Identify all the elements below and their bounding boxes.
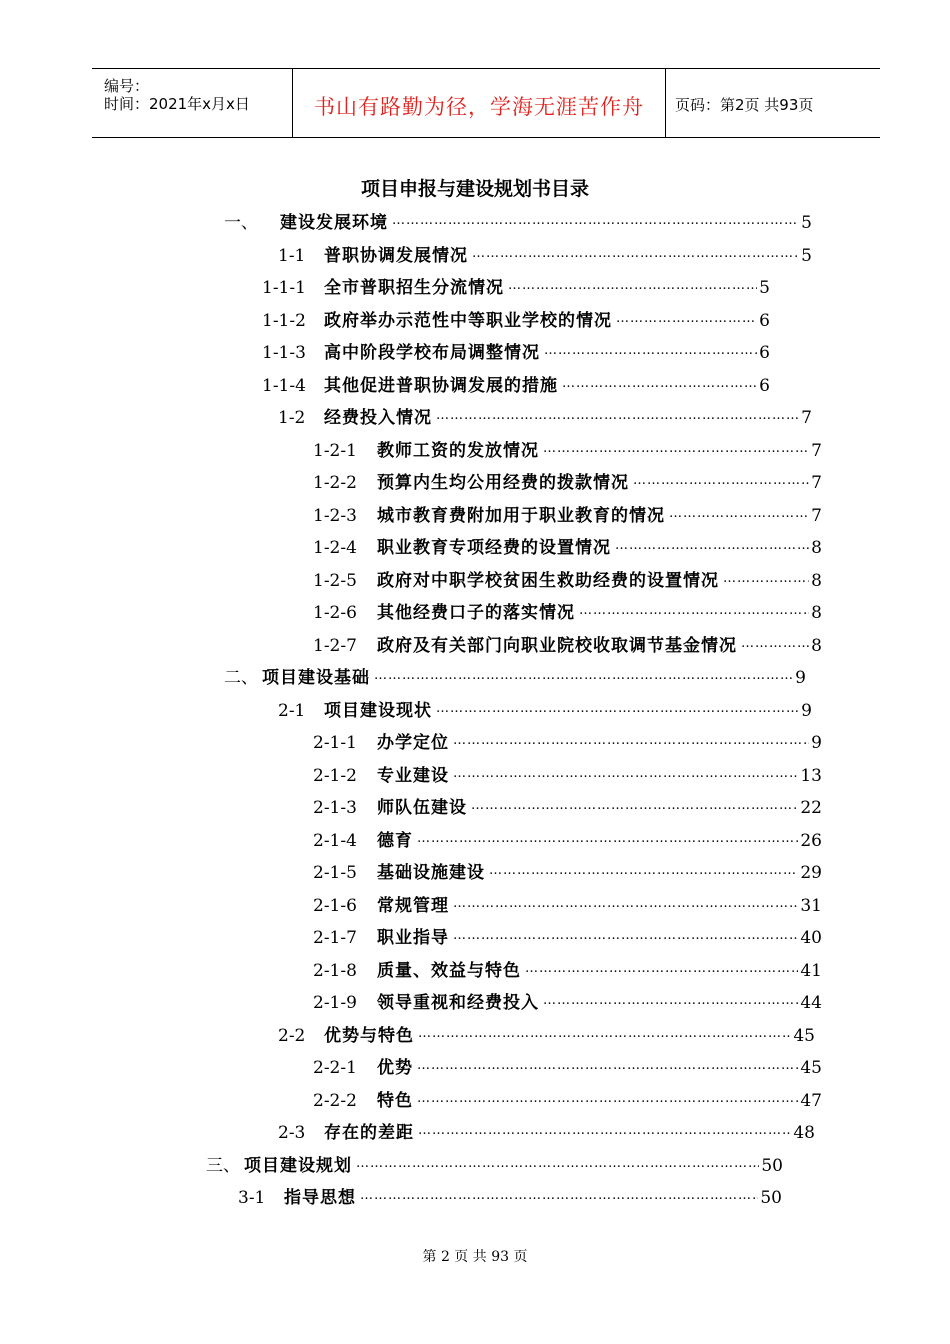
toc-entry[interactable] [313,886,822,916]
toc-entry-title: 办学定位 [377,733,449,753]
toc-dot-leader [579,603,809,618]
toc-entry[interactable] [262,333,770,363]
toc-dot-leader [374,668,793,683]
toc-entry[interactable] [313,1081,822,1111]
time-label: 时间：2021年x月x日 [104,95,250,113]
toc-entry-number: 1-2-6 [313,603,357,623]
toc-entry-title: 建设发展环境 [280,213,388,233]
toc-entry-number: 1-2-2 [313,473,357,493]
toc-entry-number: 2-1-3 [313,798,357,818]
toc-dot-leader [633,473,809,488]
toc-entry[interactable] [262,301,770,331]
toc-entry[interactable] [313,951,822,981]
toc-entry-number: 1-1-2 [262,310,306,331]
toc-entry-page: 6 [759,310,770,331]
header-motto-cell [292,69,666,137]
toc-entry-title: 全市普职招生分流情况 [324,278,504,298]
document-header [92,68,880,138]
toc-entry[interactable] [313,528,822,558]
toc-entry[interactable] [262,268,770,298]
document-title: 项目申报与建设规划书目录 [360,178,589,200]
toc-dot-leader [741,636,809,651]
toc-entry-page: 9 [811,733,822,753]
toc-entry-number: 2-1 [278,700,306,721]
toc-entry-page: 26 [800,830,822,851]
toc-entry-number: 2-2-1 [313,1058,357,1078]
toc-entry-page: 48 [793,1123,815,1143]
toc-dot-leader [453,928,798,943]
toc-entry-number: 2-3 [278,1123,306,1143]
toc-entry-page: 31 [800,895,822,916]
toc-entry-page: 9 [795,668,806,688]
toc-entry-title: 预算内生均公用经费的拨款情况 [377,473,629,493]
toc-entry-title: 高中阶段学校布局调整情况 [324,343,540,363]
toc-entry-page: 8 [811,570,822,591]
toc-entry-title: 优势 [377,1058,413,1078]
toc-entry[interactable] [206,1146,783,1176]
toc-entry[interactable] [313,788,822,818]
toc-entry-title: 特色 [377,1090,413,1111]
toc-entry-number: 1-1-4 [262,375,306,396]
toc-entry-page: 13 [800,765,822,786]
toc-entry-page: 7 [801,408,812,428]
toc-entry-page: 7 [811,440,822,461]
toc-entry[interactable] [313,723,822,753]
toc-entry-page: 44 [800,993,822,1013]
toc-entry[interactable] [313,756,822,786]
toc-entry-page: 29 [800,863,822,883]
toc-entry[interactable] [262,366,770,396]
toc-entry-page: 9 [801,700,812,721]
toc-entry-number: 2-2 [278,1025,306,1046]
toc-entry-page: 45 [800,1058,822,1078]
toc-entry-page: 47 [800,1090,822,1111]
toc-entry-number: 1-2-5 [313,570,357,591]
toc-entry[interactable] [278,398,812,428]
toc-entry-page: 40 [800,928,822,948]
toc-entry-page: 5 [759,278,770,298]
toc-entry[interactable] [313,463,822,493]
toc-entry-title: 教师工资的发放情况 [377,440,539,461]
toc-entry-title: 政府举办示范性中等职业学校的情况 [324,310,612,331]
toc-entry-title: 指导思想 [284,1188,356,1208]
toc-entry[interactable] [313,821,822,851]
toc-dot-leader [471,798,798,813]
toc-entry-title: 经费投入情况 [324,408,432,428]
toc-entry[interactable] [224,658,806,688]
toc-entry-number: 2-1-5 [313,863,357,883]
toc-entry-number: 2-2-2 [313,1090,357,1111]
toc-entry[interactable] [278,236,812,266]
toc-entry-number: 1-2 [278,408,306,428]
toc-entry[interactable] [313,431,822,461]
toc-dot-leader [525,961,798,976]
toc-entry-number: 1-1 [278,245,306,266]
toc-entry-number: 一、 [224,213,258,233]
toc-entry-page: 6 [759,375,770,396]
toc-entry-title: 专业建设 [377,765,449,786]
toc-entry-page: 5 [801,213,812,233]
toc-entry-page: 8 [811,603,822,623]
toc-entry[interactable] [278,691,812,721]
toc-entry-title: 质量、效益与特色 [377,960,521,981]
toc-entry-number: 2-1-2 [313,765,357,786]
toc-entry-number: 1-2-7 [313,635,357,656]
toc-dot-leader [508,278,757,293]
toc-entry[interactable] [278,1016,815,1046]
code-label: 编号： [104,77,150,95]
toc-entry[interactable] [313,561,822,591]
toc-entry-title: 职业指导 [377,928,449,948]
toc-entry-number: 二、 [224,668,258,688]
toc-dot-leader [472,246,799,261]
toc-entry-page: 6 [759,343,770,363]
header-page-cell [665,69,880,137]
toc-entry-number: 2-1-9 [313,993,357,1013]
toc-entry[interactable] [313,918,822,948]
toc-dot-leader [417,1058,798,1073]
toc-dot-leader [417,831,798,846]
toc-entry-title: 职业教育专项经费的设置情况 [377,538,611,558]
toc-dot-leader [543,441,809,456]
toc-entry-title: 项目建设规划 [244,1155,352,1176]
toc-entry-title: 普职协调发展情况 [324,245,468,266]
toc-entry[interactable] [278,1113,815,1143]
toc-dot-leader [436,408,799,423]
toc-entry-number: 1-2-4 [313,538,357,558]
toc-entry-title: 德育 [377,830,413,851]
toc-entry-page: 50 [761,1155,783,1176]
toc-dot-leader [489,863,798,878]
toc-entry-number: 2-1-1 [313,733,357,753]
toc-entry-title: 项目建设基础 [262,668,370,688]
toc-dot-leader [543,993,798,1008]
toc-entry-title: 政府对中职学校贫困生救助经费的设置情况 [377,570,719,591]
toc-entry-number: 2-1-8 [313,960,357,981]
toc-entry[interactable] [313,626,822,656]
toc-entry-page: 8 [811,635,822,656]
toc-entry-title: 城市教育费附加用于职业教育的情况 [377,505,665,526]
motto: 书山有路勤为径，学海无涯苦作舟 [314,95,644,119]
header-meta-cell [92,69,292,137]
toc-entry-page: 22 [800,798,822,818]
toc-dot-leader [615,538,809,553]
toc-entry-title: 项目建设现状 [324,700,432,721]
toc-entry[interactable] [313,1048,822,1078]
page-label: 页码：第2页 共93页 [675,96,814,114]
toc-entry-page: 8 [811,538,822,558]
page-footer: 第 2 页 共 93 页 [422,1249,528,1265]
toc-entry-number: 2-1-4 [313,830,357,851]
toc-entry-title: 存在的差距 [324,1123,414,1143]
toc-dot-leader [453,733,809,748]
toc-entry[interactable] [224,203,812,233]
toc-entry-title: 其他促进普职协调发展的措施 [324,375,558,396]
toc-entry-title: 领导重视和经费投入 [377,993,539,1013]
toc-dot-leader [562,376,757,391]
toc-entry-page: 41 [800,960,822,981]
toc-entry-title: 师队伍建设 [377,798,467,818]
toc-dot-leader [418,1123,791,1138]
toc-entry-title: 政府及有关部门向职业院校收取调节基金情况 [377,635,737,656]
toc-entry-page: 5 [801,245,812,266]
toc-entry[interactable] [313,983,822,1013]
toc-entry-number: 三、 [206,1155,240,1176]
toc-entry-page: 50 [760,1188,782,1208]
toc-dot-leader [436,701,799,716]
toc-dot-leader [356,1156,759,1171]
toc-entry-title: 常规管理 [377,895,449,916]
toc-entry-number: 3-1 [238,1188,266,1208]
toc-entry-title: 优势与特色 [324,1025,414,1046]
toc-dot-leader [669,506,809,521]
toc-entry[interactable] [313,593,822,623]
toc-entry-number: 1-1-3 [262,343,306,363]
toc-dot-leader [723,571,809,586]
toc-dot-leader [360,1188,758,1203]
toc-entry[interactable] [313,496,822,526]
toc-entry-number: 1-2-3 [313,505,357,526]
toc-entry-page: 7 [811,505,822,526]
toc-entry-page: 7 [811,473,822,493]
toc-dot-leader [418,1026,791,1041]
toc-entry-number: 1-1-1 [262,278,306,298]
toc-entry-number: 1-2-1 [313,440,357,461]
toc-dot-leader [453,766,798,781]
toc-entry[interactable] [313,853,822,883]
toc-dot-leader [392,213,799,228]
toc-dot-leader [417,1091,798,1106]
toc-entry-page: 45 [793,1025,815,1046]
toc-entry-title: 其他经费口子的落实情况 [377,603,575,623]
toc-entry-title: 基础设施建设 [377,863,485,883]
toc-entry-number: 2-1-6 [313,895,357,916]
toc-dot-leader [453,896,798,911]
toc-entry-number: 2-1-7 [313,928,357,948]
toc-dot-leader [616,311,757,326]
toc-entry[interactable] [238,1178,782,1208]
toc-dot-leader [544,343,757,358]
